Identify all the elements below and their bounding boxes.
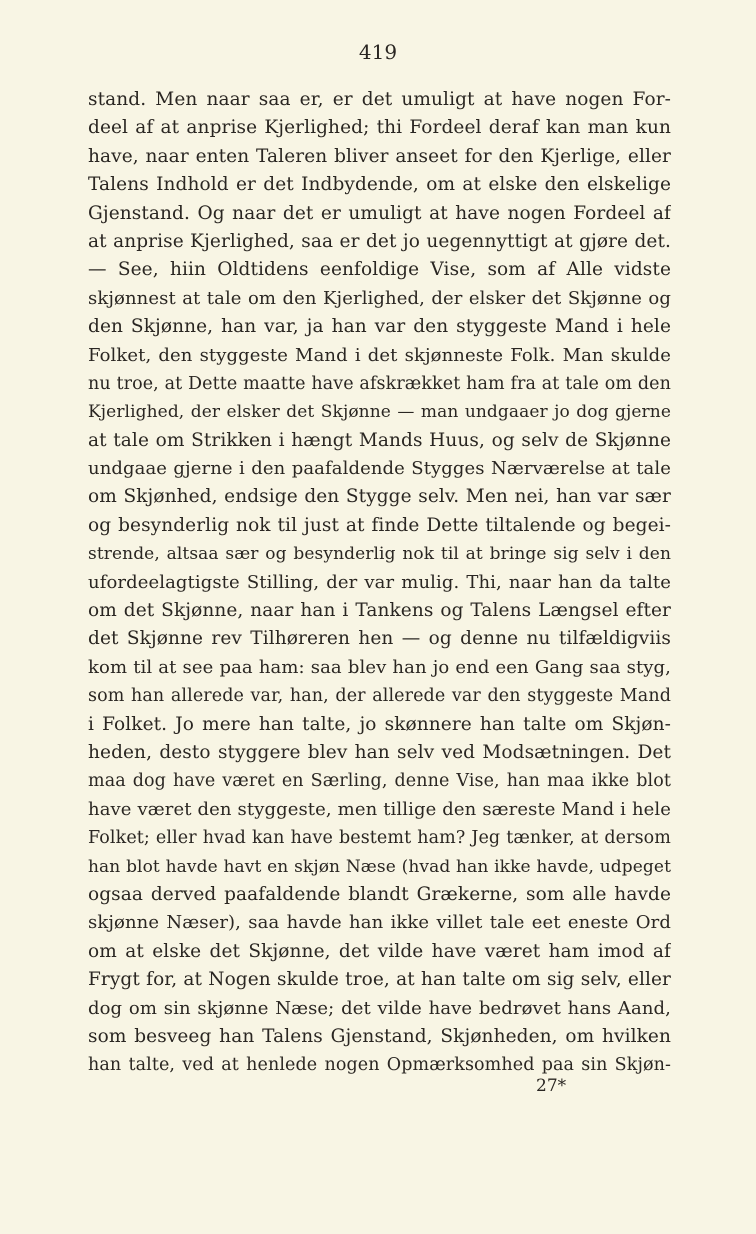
text-line: Frygt for, at Nogen skulde troe, at han talte om sig selv, eller xyxy=(88,969,671,991)
text-line: han blot havde havt en skjøn Næse (hvad han ikke havde, udpeget xyxy=(88,856,671,877)
text-line: Gjenstand. Og naar det er umuligt at have nogen Fordeel af xyxy=(88,202,671,224)
text-line: Folket; eller hvad kan have bestemt ham? Jeg tænker, at dersom xyxy=(88,828,671,849)
text-line: have været den styggeste, men tillige den særeste Mand i hele xyxy=(88,798,671,820)
text-line: ufordeelagtigste Stilling, der var mulig. Thi, naar han da talte xyxy=(88,571,671,593)
text-line: om det Skjønne, naar han i Tankens og Talens Længsel efter xyxy=(88,600,671,622)
text-line: dog om sin skjønne Næse; det vilde have bedrøvet hans Aand, xyxy=(88,997,671,1019)
text-line: om at elske det Skjønne, det vilde have været ham imod af xyxy=(88,940,671,962)
body-text xyxy=(88,86,671,1080)
text-line: heden, desto styggere blev han selv ved Modsætningen. Det xyxy=(88,741,671,763)
text-line: strende, altsaa sær og besynderlig nok til at bringe sig selv i den xyxy=(88,544,671,565)
text-line: — See, hiin Oldtidens eenfoldige Vise, som af Alle vidste xyxy=(88,259,671,281)
text-line: som han allerede var, han, der allerede var den styggeste Mand xyxy=(88,686,671,707)
text-line: Kjerlighed, der elsker det Skjønne — man undgaaer jo dog gjerne xyxy=(88,402,671,423)
text-line: maa dog have været en Særling, denne Vise, han maa ikke blot xyxy=(88,771,671,792)
text-line: nu troe, at Dette maatte have afskrækket ham fra at tale om den xyxy=(88,373,671,394)
text-line: stand. Men naar saa er, er det umuligt at have nogen For- xyxy=(88,89,671,110)
text-line: undgaae gjerne i den paafaldende Stygges Nærværelse at tale xyxy=(88,458,671,480)
text-line: om Skjønhed, endsige den Stygge selv. Men nei, han var sær xyxy=(88,486,671,508)
text-line: som besveeg han Talens Gjenstand, Skjønheden, om hvilken xyxy=(88,1025,671,1047)
text-line: og besynderlig nok til just at finde Dette tiltalende og begei- xyxy=(88,514,671,536)
text-line: kom til at see paa ham: saa blev han jo end een Gang saa styg, xyxy=(88,656,671,678)
text-line: Folket, den styggeste Mand i det skjønneste Folk. Man skulde xyxy=(88,344,671,366)
text-line: skjønnest at tale om den Kjerlighed, der elsker det Skjønne og xyxy=(88,287,671,309)
text-line: have, naar enten Taleren bliver anseet for den Kjerlige, eller xyxy=(88,145,671,167)
text-line: at tale om Strikken i hængt Mands Huus, og selv de Skjønne xyxy=(88,429,671,451)
text-line: skjønne Næser), saa havde han ikke villet tale eet eneste Ord xyxy=(88,912,671,934)
text-line: det Skjønne rev Tilhøreren hen — og denne nu tilfældigviis xyxy=(88,628,671,650)
text-line: Talens Indhold er det Indbydende, om at elske den elskelige xyxy=(88,174,671,196)
signature-mark: 27* xyxy=(536,1076,567,1096)
text-line: han talte, ved at henlede nogen Opmærksomhed paa sin Skjøn- xyxy=(88,1055,671,1076)
text-line: den Skjønne, han var, ja han var den styggeste Mand i hele xyxy=(88,316,671,338)
text-line: i Folket. Jo mere han talte, jo skønnere han talte om Skjøn- xyxy=(88,713,671,735)
page-number: 419 xyxy=(358,40,398,64)
text-line: deel af at anprise Kjerlighed; thi Fordeel deraf kan man kun xyxy=(88,117,671,139)
text-line: ogsaa derved paafaldende blandt Grækerne, som alle havde xyxy=(88,883,671,905)
text-line: at anprise Kjerlighed, saa er det jo uegennyttigt at gjøre det. xyxy=(88,230,671,252)
